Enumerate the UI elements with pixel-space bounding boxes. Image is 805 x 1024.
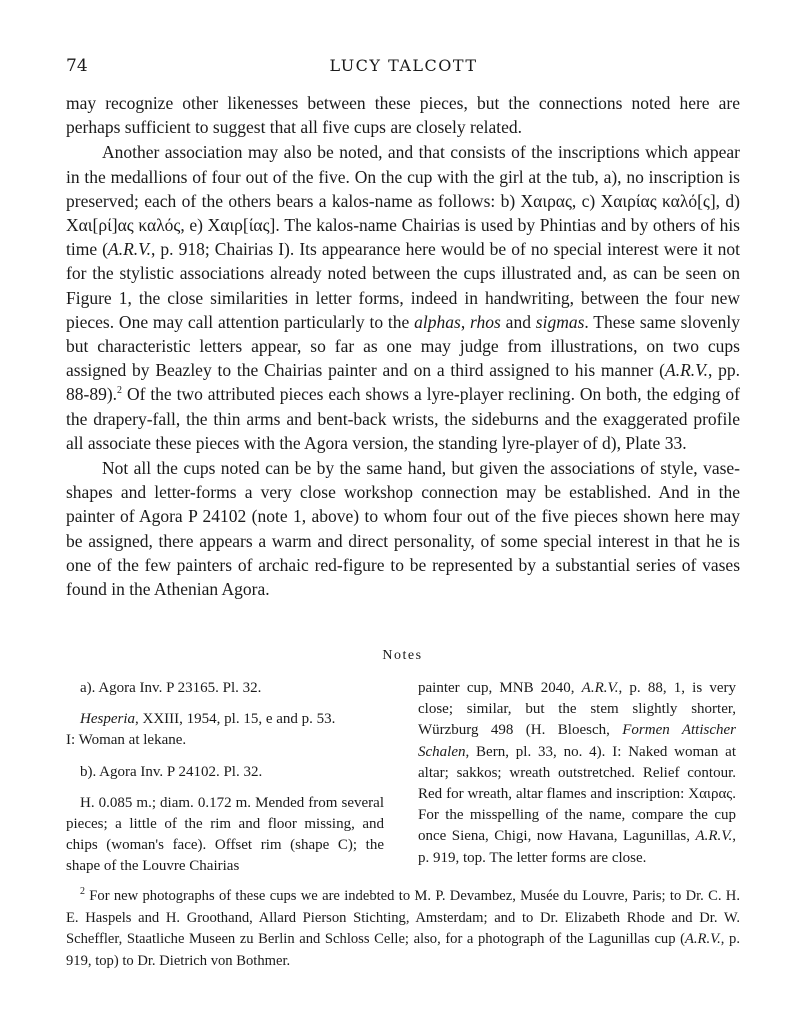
note-a-reference: Hesperia, XXIII, 1954, pl. 15, e and p. 53. <box>80 711 336 728</box>
notes-right-column <box>418 678 736 869</box>
footnote-number: 2 <box>80 886 85 898</box>
note-b-title: b). Agora Inv. P 24102. Pl. 32. <box>80 763 263 780</box>
running-head: LUCY TALCOTT <box>329 56 478 75</box>
paragraph-inscriptions: Another association may also be noted, and that consists of the inscriptions which appear in the medallions of four out of the five. On the cup with the girl at the tub, a), no inscription is preserved; each of the others bears a kalos-name as follows: b) Χαιρας, c) Χαιρίας καλό[ς], d) Χαι[ρί]ας καλός, e) Χαιρ[ίας]. The kalos-name Chairias is used by Phintias and by others of his time (A.R.V., p. 918; Chairias I). Its appearance here would be of no special interest were it not for the stylistic associations already noted between the cups illustrated and, as can be seen on Figure 1, the close similarities in letter forms, indeed in handwriting, between the four new pieces. One may call attention particularly to the alphas, rhos and sigmas. These same slovenly but characteristic letters appear, so far as one may judge from illustrations, on two cups assigned by Beazley to the Chairias painter and on a third assigned to his manner (A.R.V., pp. 88-89).$^2$ Of the two attributed pieces each shows a lyre-player reclining. On both, the edging of the drapery-fall, the thin arms and bent-back wrists, the sideburns and the exaggerated profile all associate these pieces with the Agora version, the standing lyre-player of d), Plate 33. <box>66 142 741 453</box>
page-number: 74 <box>66 56 88 76</box>
footnote-2 <box>66 886 740 972</box>
note-a-description: I: Woman at lekane. <box>66 732 187 749</box>
page-header <box>66 56 741 80</box>
notes-heading: Notes <box>382 648 423 663</box>
main-text <box>66 91 740 601</box>
note-b-continued: painter cup, MNB 2040, A.R.V., p. 88, 1, is very close; similar, but the stem slightly shorter, Würzburg 498 (H. Bloesch, Formen Attischer Schalen, Bern, pl. 33, no. 4). I: Naked woman at altar; sakkos; wreath outstretched. Relief contour. Red for wreath, altar flames and inscription: Χαιρας. For the misspelling of the name, compare the cup once Siena, Chigi, now Havana, Lagunillas, A.R.V., p. 919, top. The letter forms are close. <box>418 680 737 866</box>
paragraph-conclusion: Not all the cups noted can be by the same hand, but given the associations of style, vase-shapes and letter-forms a very close workshop connection may be established. And in the painter of Agora P 24102 (note 1, above) to whom four out of the five pieces shown here may be assigned, there appears a warm and direct personality, of some special interest in that he is one of the few painters of archaic red-figure to be represented by a substantial series of vases found in the Athenian Agora. <box>66 458 740 600</box>
paragraph-continuation: may recognize other likenesses between these pieces, but the connections noted here are perhaps sufficient to suggest that all five cups are closely related. <box>66 93 740 138</box>
footnote-text: $^2$ For new photographs of these cups we are indebted to M. P. Devambez, Musée du Louvre, Paris; to Dr. C. H. E. Haspels and H. Groothand, Allard Pierson Stichting, Amsterdam; and to Dr. Elizabeth Rhode and Dr. W. Scheffler, Staatliche Museen zu Berlin and Schloss Celle; also, for a photograph of the Lagunillas cup (A.R.V., p. 919, top) to Dr. Dietrich von Bothmer. <box>66 886 740 969</box>
footnote-ref-2[interactable]: 2 <box>117 385 123 397</box>
note-b-description: H. 0.085 m.; diam. 0.172 m. Mended from several pieces; a little of the rim and floor missing, and chips (woman's face). Offset rim (shape C); the shape of the Louvre Chairias <box>66 794 384 875</box>
notes-left-column <box>66 678 384 878</box>
note-a-title: a). Agora Inv. P 23165. Pl. 32. <box>80 680 262 696</box>
